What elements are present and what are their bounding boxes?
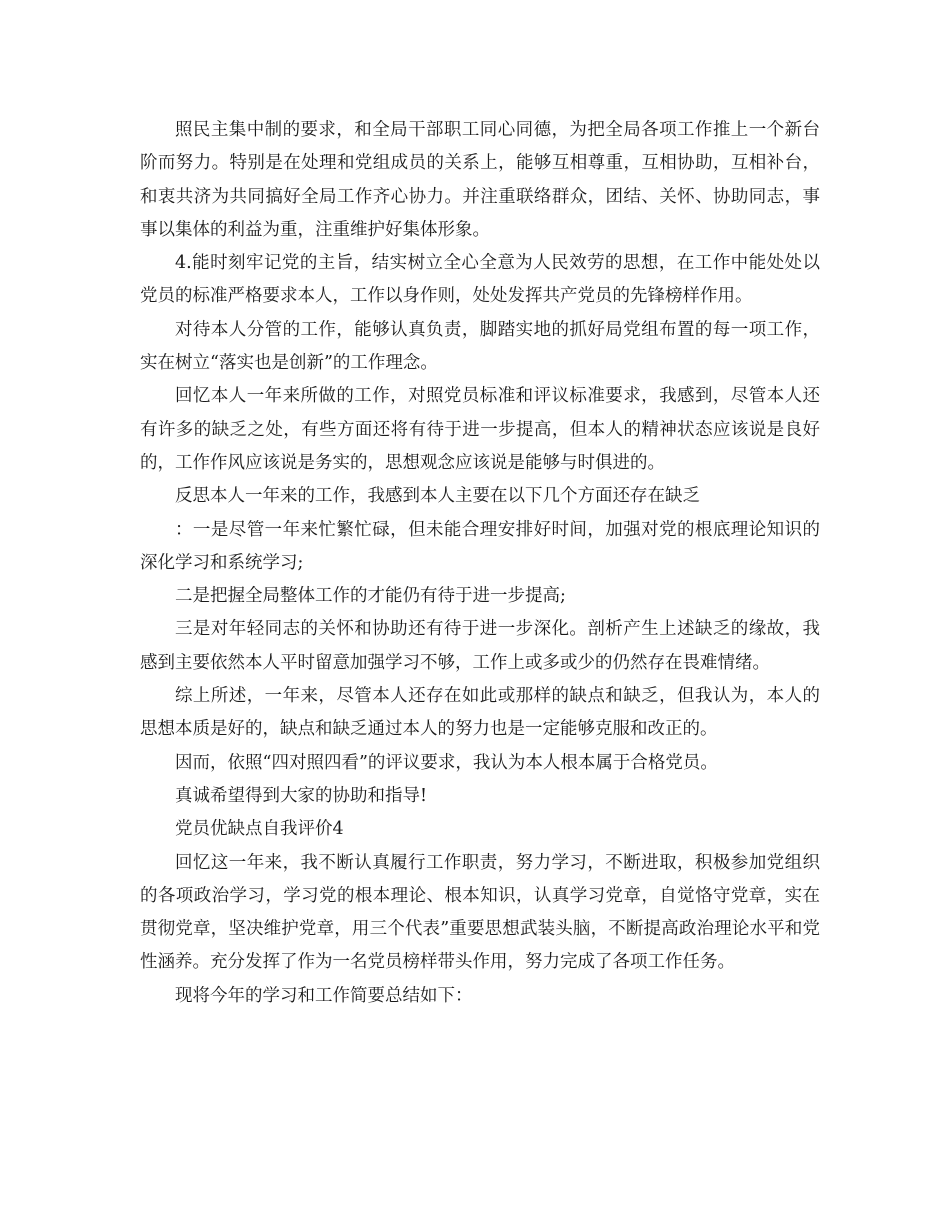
paragraph-5: 反思本人一年来的工作，我感到本人主要在以下几个方面还存在缺乏 [175,486,700,507]
paragraph-3: 对待本人分管的工作，能够认真负责，脚踏实地的抓好局党组布置的每一项工作，实在树立“落实也是创新”的工作理念。 [140,319,820,374]
paragraph-10: 因而，依照“四对照四看”的评议要求，我认为本人根本属于合格党员。 [175,752,718,773]
section-heading: 党员优缺点自我评价4 [175,819,344,840]
paragraph-12: 回忆这一年来，我不断认真履行工作职责，努力学习，不断进取，积极参加党组织的各项政治学习，学习党的根本理论、根本知识，认真学习党章，自觉恪守党章，实在贯彻党章，坚决维护党章，用三个代表”重要思想武装头脑，不断提高政治理论水平和党性涵养。充分发挥了作为一名党员榜样带头作用，努力完成了各项工作任务。 [140,852,820,973]
paragraph-2: 4.能时刻牢记党的主旨，结实树立全心全意为人民效劳的思想，在工作中能处处以党员的标准严格要求本人，工作以身作则，处处发挥共产党员的先锋榜样作用。 [140,253,820,307]
paragraph-6: ：一是尽管一年来忙繁忙碌，但未能合理安排好时间，加强对党的根底理论知识的深化学习和系统学习; [140,519,820,573]
paragraph-9: 综上所述，一年来，尽管本人还存在如此或那样的缺点和缺乏，但我认为，本人的思想本质是好的，缺点和缺乏通过本人的努力也是一定能够克服和改正的。 [140,686,820,740]
paragraph-1: 照民主集中制的要求，和全局干部职工同心同德，为把全局各项工作推上一个新台阶而努力。特别是在处理和党组成员的关系上，能够互相尊重，互相协助，互相补台，和衷共济为共同搞好全局工作齐心协力。并注重联络群众，团结、关怀、协助同志，事事以集体的利益为重，注重维护好集体形象。 [140,120,820,240]
paragraph-13: 现将今年的学习和工作简要总结如下： [175,985,473,1006]
paragraph-4: 回忆本人一年来所做的工作，对照党员标准和评议标准要求，我感到，尽管本人还有许多的缺乏之处，有些方面还将有待于进一步提高，但本人的精神状态应该说是良好的，工作作风应该说是务实的，思想观念应该说是能够与时俱进的。 [140,386,820,473]
paragraph-8: 三是对年轻同志的关怀和协助还有待于进一步深化。剖析产生上述缺乏的缘故，我感到主要依然本人平时留意加强学习不够，工作上或多或少的仍然存在畏难情绪。 [140,619,820,673]
paragraph-11: 真诚希望得到大家的协助和指导! [175,785,428,806]
document-body [140,114,820,1013]
paragraph-7: 二是把握全局整体工作的才能仍有待于进一步提高; [175,586,566,607]
